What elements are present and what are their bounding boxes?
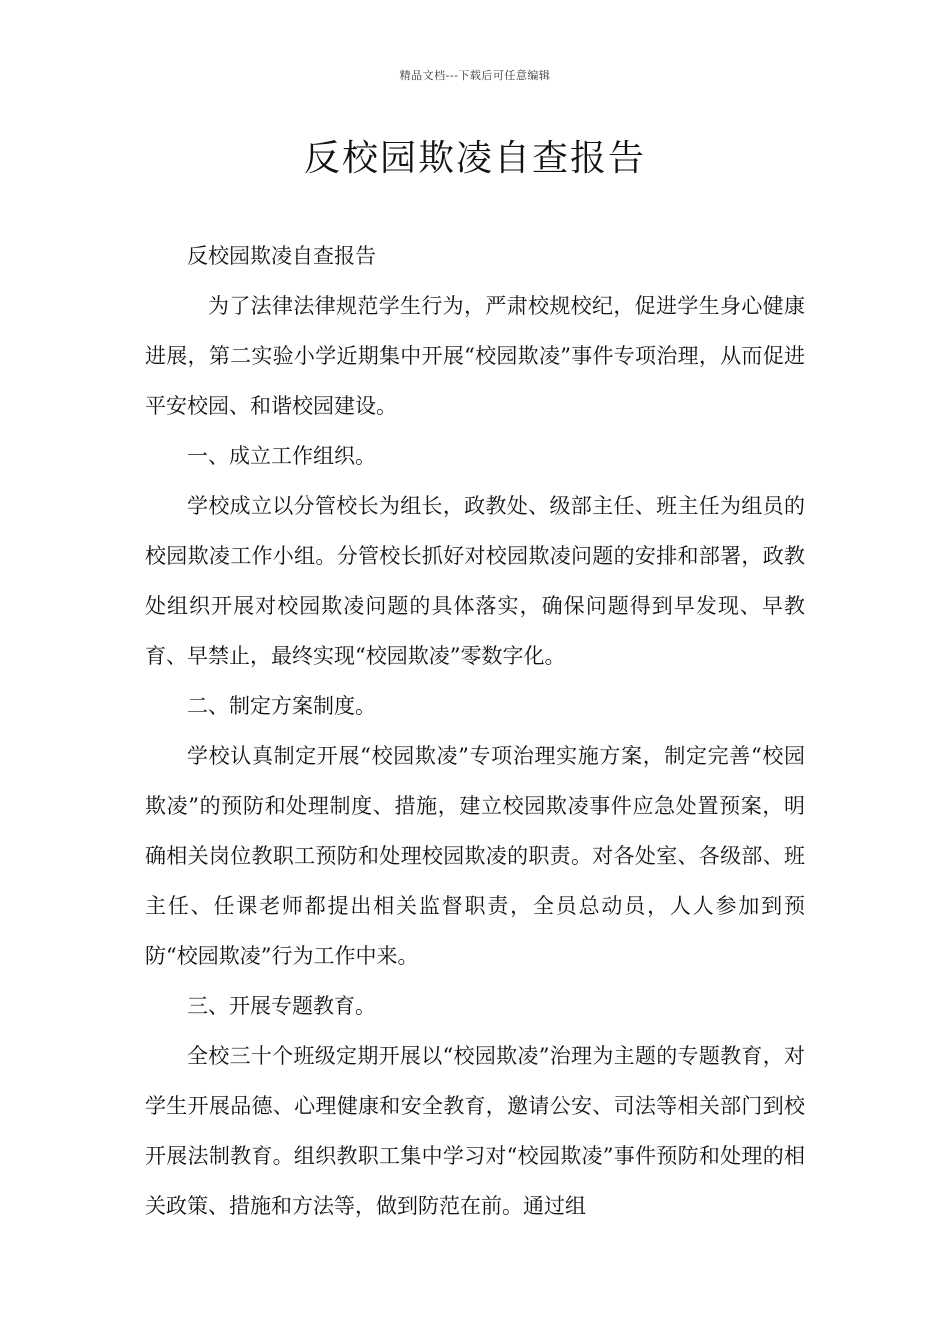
paragraph-intro: 为了法律法律规范学生行为，严肃校规校纪，促进学生身心健康进展，第二实验小学近期集中开展“校园欺凌”事件专项治理，从而促进平安校园、和谐校园建设。 [145,294,805,418]
paragraph-section-3: 全校三十个班级定期开展以“校园欺凌”治理为主题的专题教育，对学生开展品德、心理健康和安全教育，邀请公安、司法等相关部门到校开展法制教育。组织教职工集中学习对“校园欺凌”事件预防和处理的相关政策、措施和方法等，做到防范在前。通过组 [145,1044,805,1218]
section-heading-3: 三、开展专题教育。 [187,994,376,1018]
section-heading-1: 一、成立工作组织。 [187,444,376,468]
paragraph-section-1: 学校成立以分管校长为组长，政教处、级部主任、班主任为组员的校园欺凌工作小组。分管校长抓好对校园欺凌问题的安排和部署，政教处组织开展对校园欺凌问题的具体落实，确保问题得到早发现、早教育、早禁止，最终实现“校园欺凌”零数字化。 [145,494,805,668]
header-note: 精品文档---下载后可任意编辑 [399,69,551,82]
document-body [145,231,805,1231]
paragraph-subtitle: 反校园欺凌自查报告 [187,244,376,268]
section-heading-2: 二、制定方案制度。 [187,694,376,718]
document-title: 反校园欺凌自查报告 [303,138,646,179]
paragraph-section-2: 学校认真制定开展“校园欺凌”专项治理实施方案，制定完善“校园欺凌”的预防和处理制度、措施，建立校园欺凌事件应急处置预案，明确相关岗位教职工预防和处理校园欺凌的职责。对各处室、各级部、班主任、任课老师都提出相关监督职责，全员总动员，人人参加到预防“校园欺凌”行为工作中来。 [145,744,805,968]
